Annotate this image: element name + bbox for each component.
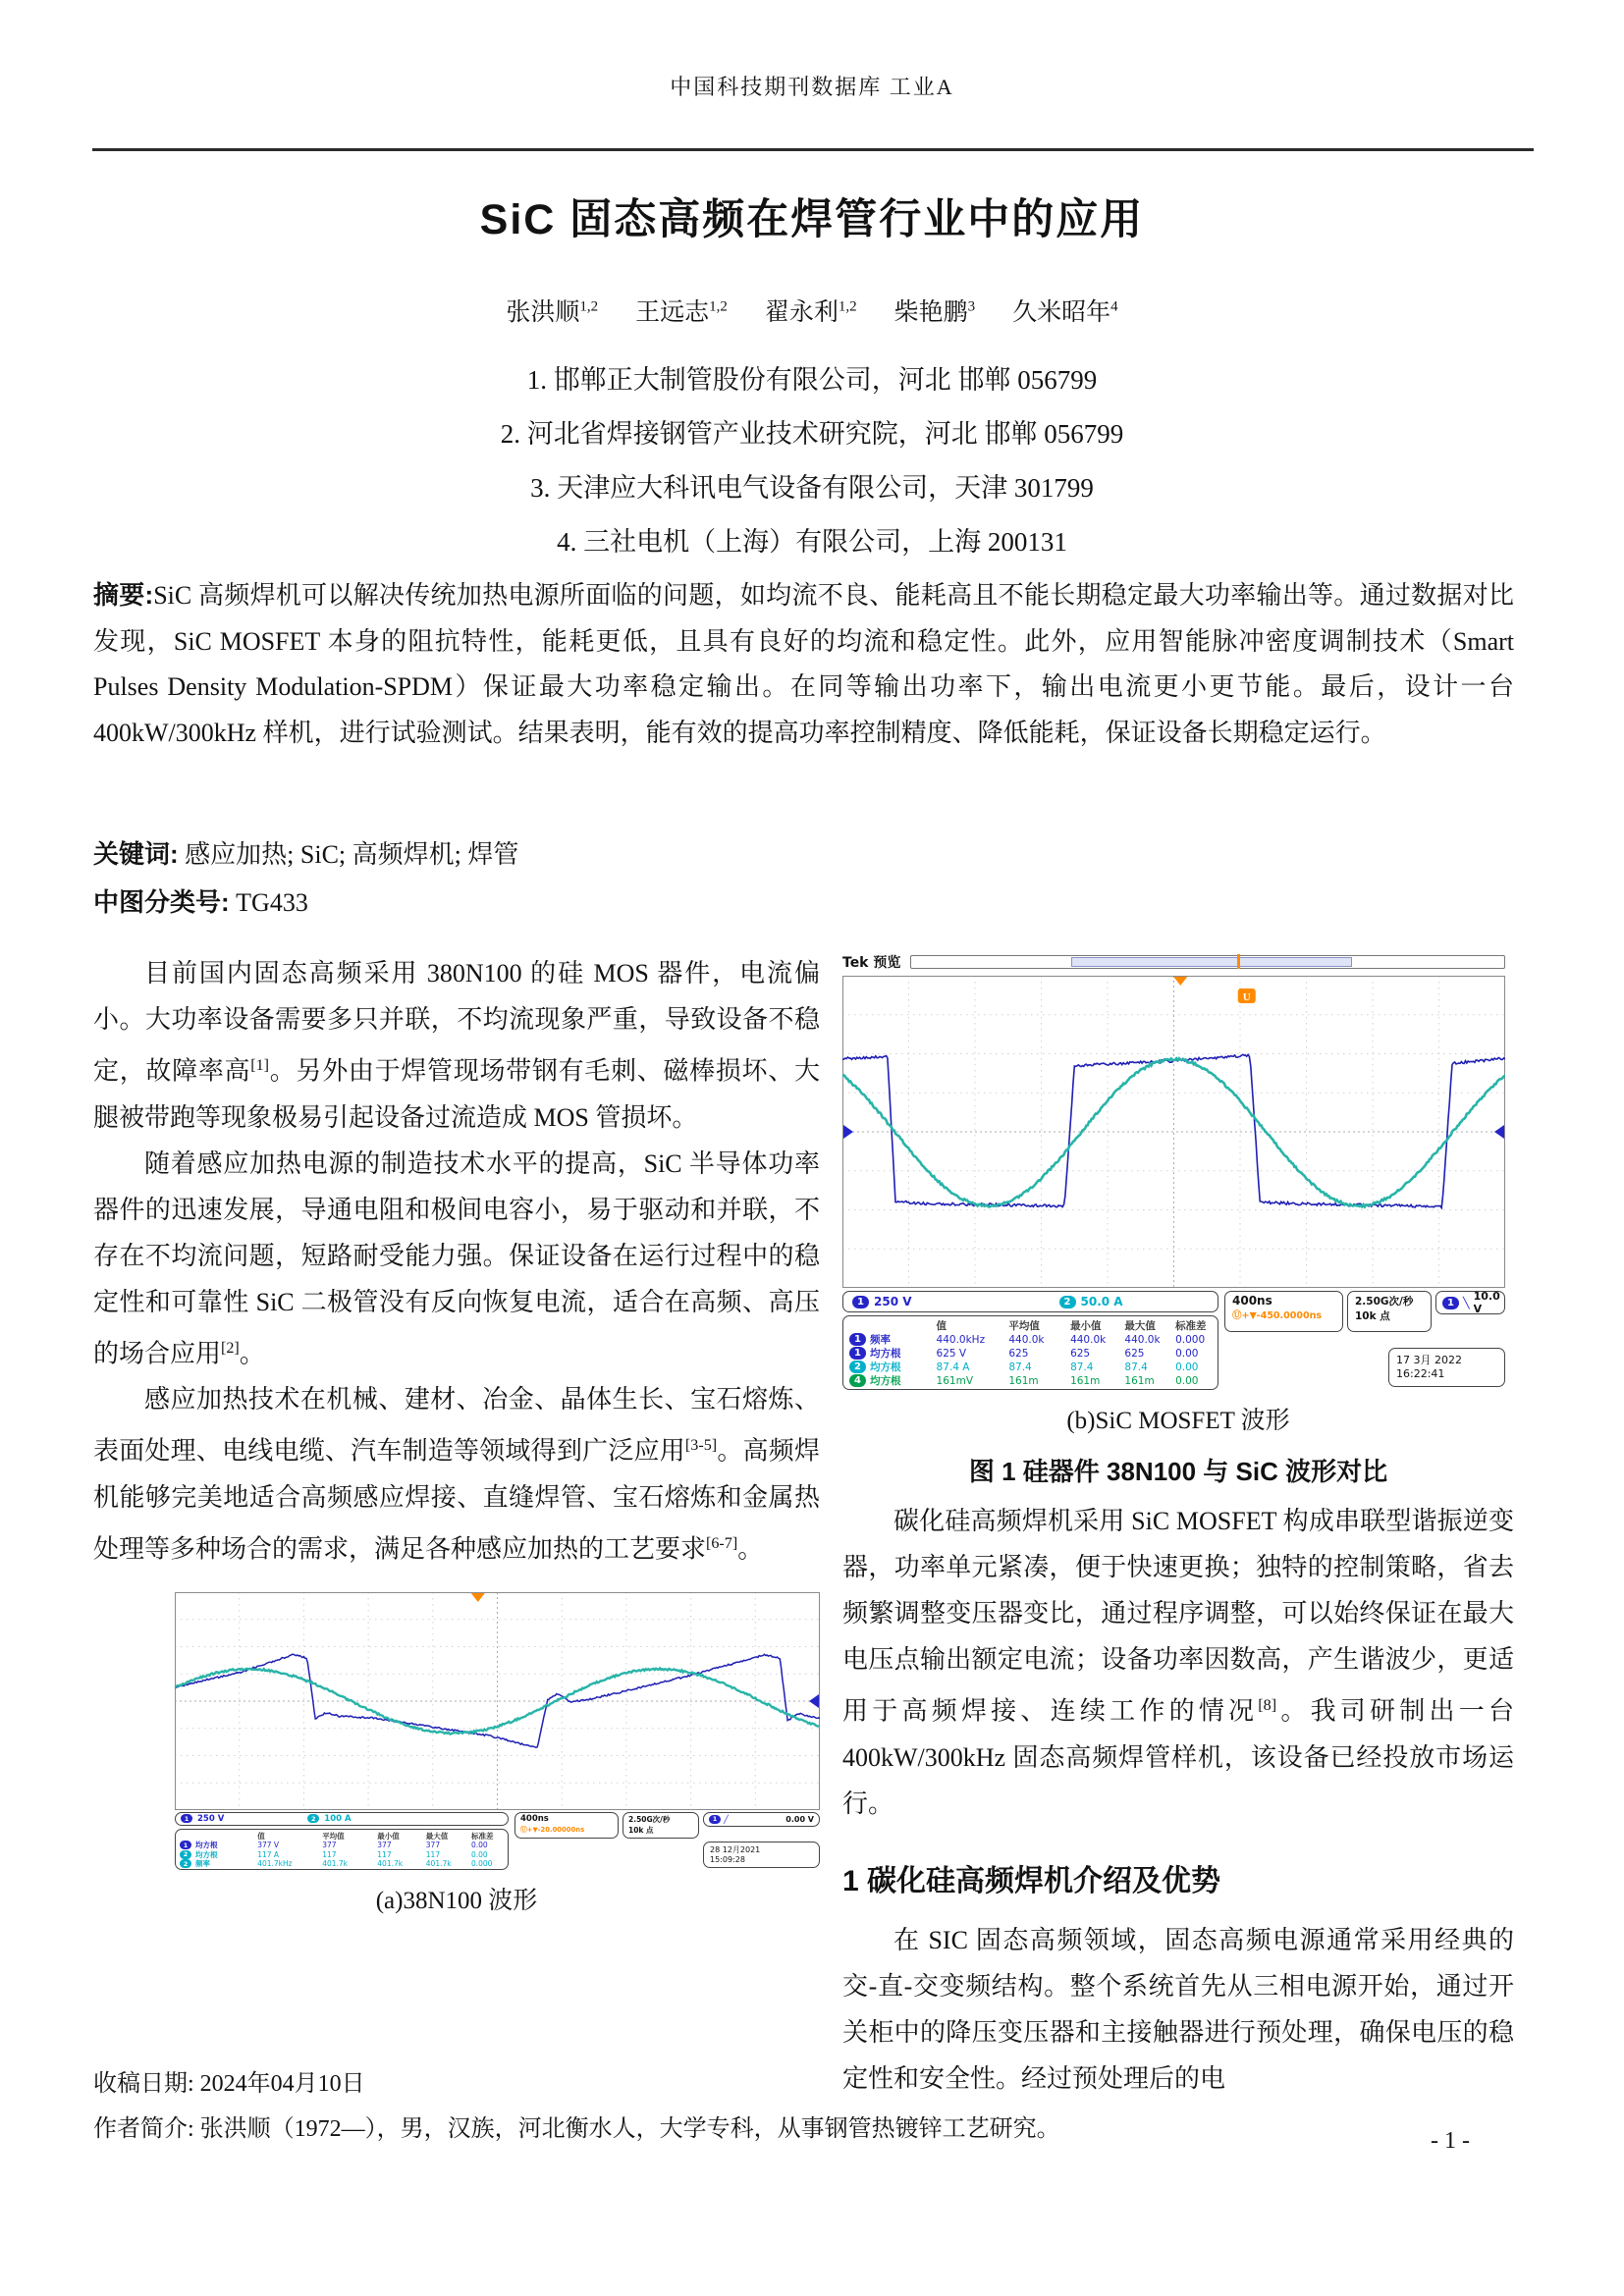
author bbox=[635, 293, 728, 328]
trigger-level-marker bbox=[809, 1694, 819, 1708]
sample-rate-readout bbox=[1347, 1291, 1432, 1332]
scope-readout bbox=[842, 1291, 1505, 1391]
author-name: 王远志 bbox=[635, 299, 710, 326]
channel-2-scale-value: 100 A bbox=[324, 1813, 352, 1824]
channel-2-scale bbox=[1059, 1295, 1123, 1308]
measurement-value: 377 V bbox=[257, 1841, 280, 1850]
acquisition-window-segment bbox=[1071, 957, 1352, 967]
page-title: SiC 固态高频在焊管行业中的应用 bbox=[479, 196, 1145, 243]
measurement-value: 401.7kHz bbox=[257, 1859, 293, 1869]
measurement-row bbox=[180, 1840, 504, 1849]
author-line bbox=[0, 293, 1624, 328]
channel-2-badge: 2 bbox=[180, 1859, 191, 1868]
channel-2-badge: 2 bbox=[180, 1850, 191, 1859]
author-affiliation-sup: 1,2 bbox=[579, 298, 599, 315]
measurement-value: 401.7k bbox=[322, 1859, 349, 1869]
trigger-channel-badge: 1 bbox=[1442, 1297, 1459, 1309]
channel-4-badge: 4 bbox=[849, 1374, 866, 1387]
scope-graticule bbox=[842, 976, 1505, 1288]
channel-1-scale-value: 250 V bbox=[197, 1813, 225, 1824]
measurement-value: 87.4 bbox=[1124, 1361, 1148, 1373]
measurement-value: 440.0k bbox=[1070, 1333, 1107, 1346]
author-name: 久米昭年 bbox=[1012, 299, 1111, 326]
abstract bbox=[93, 572, 1514, 756]
trigger-level-value: 10.0 V bbox=[1473, 1290, 1500, 1315]
channel-1-badge: 1 bbox=[849, 1347, 866, 1360]
measurement-column-header: 平均值 bbox=[322, 1831, 345, 1841]
affiliation: 1. 邯郸正大制管股份有限公司，河北 邯郸 056799 bbox=[526, 365, 1098, 395]
channel-1-badge: 1 bbox=[852, 1296, 869, 1308]
keywords-line bbox=[93, 834, 1514, 871]
timebase-readout bbox=[1224, 1291, 1343, 1332]
measurement-row bbox=[849, 1332, 1212, 1346]
right-column bbox=[842, 950, 1514, 2102]
left-column bbox=[93, 950, 820, 2102]
measurement-row bbox=[849, 1360, 1212, 1373]
measurement-value: 117 bbox=[425, 1849, 441, 1859]
trigger-channel-badge: 1 bbox=[709, 1815, 721, 1824]
keywords-text: 感应加热; SiC; 高频焊机; 焊管 bbox=[185, 840, 519, 869]
page-number: - 1 - bbox=[1431, 2128, 1470, 2154]
measurement-row bbox=[849, 1373, 1212, 1387]
author-name: 翟永利 bbox=[764, 299, 839, 326]
measurement-value: 117 bbox=[322, 1849, 337, 1859]
channel-2-scale-value: 50.0 A bbox=[1080, 1295, 1123, 1308]
measurement-value: 440.0k bbox=[1124, 1333, 1161, 1346]
time-value: 16:22:41 bbox=[1396, 1367, 1445, 1380]
acquisition-position-bar bbox=[910, 955, 1505, 969]
oscilloscope-figure-sic-mosfet bbox=[842, 950, 1505, 1391]
record-length-value: 10k 点 bbox=[628, 1825, 654, 1835]
measurement-value: 377 bbox=[322, 1841, 337, 1850]
trigger-edge-icon: ╲ bbox=[1463, 1296, 1470, 1309]
trigger-position-tick bbox=[1237, 954, 1240, 969]
abstract-text: SiC 高频焊机可以解决传统加热电源所面临的问题，如均流不良、能耗高且不能长期稳定最大功率输出等。通过数据对比发现，SiC MOSFET 本身的阻抗特性，能耗更低，且具有良好的均流和稳定性。此外，应用智能脉冲密度调制技术（Smart Pulses Density Modulation-SPDM）保证最大功率稳定输出。在同等输出功率下，输出电流更小更节能。最后，设计一台 400kW/300kHz 样机，进行试验测试。结果表明，能有效的提高功率控制精度、降低能耗，保证设备长期稳定运行。 bbox=[93, 581, 1514, 747]
channel-1-scale-value: 250 V bbox=[874, 1295, 912, 1308]
measurement-value: 377 bbox=[377, 1841, 392, 1850]
affiliation: 4. 三社电机（上海）有限公司，上海 200131 bbox=[557, 527, 1067, 557]
scope-topbar bbox=[842, 950, 1505, 974]
measurement-name: 频率 bbox=[870, 1334, 891, 1346]
author bbox=[506, 293, 598, 328]
channel-1-badge: 1 bbox=[849, 1333, 866, 1346]
reference-sup: [3-5] bbox=[684, 1437, 718, 1455]
oscilloscope-figure-38n100 bbox=[175, 1592, 820, 1871]
measurement-table bbox=[842, 1315, 1218, 1390]
measurement-column-header: 最小值 bbox=[1070, 1320, 1102, 1332]
reference-sup: [8] bbox=[1258, 1697, 1277, 1714]
date-value: 28 12月2021 bbox=[710, 1844, 761, 1854]
author bbox=[1012, 293, 1118, 328]
scope-graticule bbox=[175, 1592, 820, 1810]
measurement-column-header: 最大值 bbox=[1124, 1320, 1156, 1332]
trigger-readout bbox=[703, 1812, 820, 1827]
reference-sup: [1] bbox=[250, 1057, 270, 1074]
author-affiliation-sup: 4 bbox=[1110, 298, 1118, 315]
measurement-value: 625 bbox=[1008, 1347, 1029, 1360]
measurement-value: 0.00 bbox=[470, 1841, 488, 1850]
scope-readout bbox=[175, 1812, 820, 1871]
clc-line bbox=[93, 882, 1514, 919]
channel-1-badge: 1 bbox=[181, 1814, 192, 1823]
measurement-value: 401.7k bbox=[377, 1859, 404, 1869]
author bbox=[894, 293, 976, 328]
measurement-value: 0.00 bbox=[470, 1849, 488, 1859]
tek-preview-label: Tek 预览 bbox=[842, 955, 901, 971]
channel-1-scale bbox=[852, 1295, 912, 1308]
measurement-value: 377 bbox=[425, 1841, 441, 1850]
datetime-readout bbox=[1388, 1348, 1505, 1387]
measurement-column-header: 平均值 bbox=[1008, 1320, 1040, 1332]
measurement-value: 117 A bbox=[257, 1849, 280, 1859]
measurement-row-label bbox=[849, 1360, 937, 1374]
measurement-name: 均方根 bbox=[195, 1849, 218, 1859]
measurement-value: 401.7k bbox=[425, 1859, 452, 1869]
measurement-row-label bbox=[849, 1346, 937, 1361]
measurement-table bbox=[175, 1829, 509, 1870]
measurement-column-header: 最大值 bbox=[425, 1831, 449, 1841]
measurement-value: 440.0kHz bbox=[936, 1333, 986, 1346]
sample-rate-value: 2.50G次/秒 bbox=[628, 1814, 671, 1824]
measurement-name: 均方根 bbox=[870, 1362, 901, 1373]
body-paragraph: 目前国内固态高频采用 380N100 的硅 MOS 器件，电流偏小。大功率设备需要多只并联，不均流现象严重，导致设备不稳定，故障率高[1]。另外由于焊管现场带钢有毛刺、磁棒损坏、大腿被带跑等现象极易引起设备过流造成 MOS 管损坏。 bbox=[93, 959, 820, 1132]
measurement-value: 0.000 bbox=[470, 1859, 493, 1869]
author-affiliation-sup: 3 bbox=[967, 298, 976, 315]
measurement-value: 117 bbox=[377, 1849, 392, 1859]
trigger-position-marker bbox=[471, 1593, 485, 1602]
figure-caption-a: (a)38N100 波形 bbox=[375, 1887, 538, 1914]
clc-label: 中图分类号: bbox=[93, 887, 230, 917]
measurement-value: 161m bbox=[1008, 1374, 1039, 1387]
trigger-offset-value: Ⓤ+▼-20.00000ns bbox=[520, 1825, 585, 1834]
two-column-body bbox=[93, 950, 1514, 2102]
datetime-readout bbox=[703, 1842, 820, 1868]
journal-header: 中国科技期刊数据库 工业A bbox=[670, 75, 954, 99]
measurement-row bbox=[849, 1346, 1212, 1360]
measurement-column-header: 最小值 bbox=[377, 1831, 400, 1841]
measurement-name: 频率 bbox=[195, 1859, 210, 1869]
measurement-value: 161m bbox=[1124, 1374, 1155, 1387]
measurement-name: 均方根 bbox=[195, 1841, 218, 1850]
timebase-value: 400ns bbox=[520, 1813, 549, 1824]
measurement-row-label bbox=[849, 1332, 937, 1347]
date-value: 17 3月 2022 bbox=[1396, 1354, 1462, 1366]
author bbox=[765, 293, 857, 328]
author-affiliation-sup: 1,2 bbox=[709, 298, 728, 315]
abstract-label: 摘要: bbox=[93, 580, 154, 610]
measurement-value: 0.00 bbox=[1175, 1361, 1199, 1373]
section1-heading: 1 碳化硅高频焊机介绍及优势 bbox=[842, 1864, 1221, 1897]
body-paragraph: 感应加热技术在机械、建材、冶金、晶体生长、宝石熔炼、表面处理、电线电缆、汽车制造等领域得到广泛应用[3-5]。高频焊机能够完美地适合高频感应焊接、直缝焊管、宝石熔炼和金属热处理等多种场合的需求，满足各种感应加热的工艺要求[6-7]。 bbox=[93, 1385, 820, 1564]
trigger-level-value: 0.00 V bbox=[785, 1814, 814, 1824]
trigger-position-marker bbox=[1173, 977, 1187, 986]
trigger-offset-value: Ⓤ+▼-450.0000ns bbox=[1232, 1310, 1323, 1321]
author-name: 柴艳鹏 bbox=[893, 299, 968, 326]
measurement-row-label bbox=[849, 1373, 937, 1388]
channel-1-badge: 1 bbox=[180, 1841, 191, 1849]
channel-2-scale bbox=[307, 1814, 351, 1824]
channel1-position-marker bbox=[843, 1125, 853, 1139]
sample-rate-value: 2.50G次/秒 bbox=[1355, 1296, 1414, 1308]
measurement-value: 161mV bbox=[936, 1374, 973, 1387]
affiliation: 3. 天津应大科讯电气设备有限公司，天津 301799 bbox=[530, 473, 1094, 503]
measurement-column-header: 标准差 bbox=[470, 1831, 494, 1841]
record-length-value: 10k 点 bbox=[1355, 1310, 1390, 1322]
clc-number: TG433 bbox=[236, 888, 308, 917]
trigger-edge-icon: ╱ bbox=[724, 1814, 729, 1824]
channel-2-badge: 2 bbox=[849, 1361, 866, 1373]
header-rule bbox=[92, 148, 1534, 151]
measurement-header-row bbox=[849, 1318, 1212, 1332]
author-name: 张洪顺 bbox=[506, 299, 580, 326]
measurement-value: 440.0k bbox=[1008, 1333, 1045, 1346]
measurement-header-row bbox=[180, 1831, 504, 1841]
figure1-title: 图 1 硅器件 38N100 与 SiC 波形对比 bbox=[968, 1457, 1388, 1486]
measurement-value: 0.00 bbox=[1175, 1374, 1199, 1387]
measurement-name: 均方根 bbox=[870, 1375, 901, 1387]
measurement-name: 均方根 bbox=[870, 1348, 901, 1360]
measurement-row-label bbox=[180, 1858, 257, 1869]
affiliation-list bbox=[0, 353, 1624, 569]
measurement-column-header: 标准差 bbox=[1175, 1320, 1207, 1332]
measurement-value: 625 bbox=[1070, 1347, 1091, 1360]
trigger-source-letter: U bbox=[1242, 991, 1251, 1003]
reference-sup: [6-7] bbox=[706, 1534, 738, 1552]
measurement-value: 0.00 bbox=[1175, 1347, 1199, 1360]
body-paragraph: 随着感应加热电源的制造技术水平的提高，SiC 半导体功率器件的迅速发展，导通电阻和极间电容小，易于驱动和并联，不存在不均流问题，短路耐受能力强。保证设备在运行过程中的稳定性和可靠性 SiC 二极管没有反向恢复电流，适合在高频、高压的场合应用[2]。 bbox=[93, 1148, 820, 1368]
affiliation: 2. 河北省焊接钢管产业技术研究院，河北 邯郸 056799 bbox=[500, 419, 1124, 449]
timebase-readout bbox=[514, 1812, 619, 1839]
sample-rate-readout bbox=[623, 1812, 699, 1839]
measurement-value: 87.4 bbox=[1070, 1361, 1094, 1373]
received-date-line: 收稿日期: 2024年04月10日 bbox=[93, 2071, 365, 2097]
figure-caption-b: (b)SiC MOSFET 波形 bbox=[1066, 1408, 1290, 1434]
trigger-level-marker bbox=[1494, 1125, 1504, 1139]
body-paragraph: 碳化硅高频焊机采用 SiC MOSFET 构成串联型谐振逆变器，功率单元紧凑，便于快速更换；独特的控制策略，省去频繁调整变压器变比，通过程序调整，可以始终保证在最大电压点输出额定电流；设备功率因数高，产生谐波少，更适用于高频焊接、连续工作的情况[8]。我司研制出一台 400kW/300kHz 固态高频焊管样机，该设备已经投放市场运行。 bbox=[842, 1507, 1514, 1818]
channel-scale-readout bbox=[175, 1812, 509, 1826]
channel-1-scale bbox=[181, 1814, 224, 1824]
measurement-row bbox=[180, 1858, 504, 1868]
measurement-value: 87.4 bbox=[1008, 1361, 1032, 1373]
measurement-value: 161m bbox=[1070, 1374, 1101, 1387]
trigger-readout bbox=[1435, 1291, 1505, 1314]
channel-scale-readout bbox=[842, 1291, 1218, 1312]
body-paragraph: 在 SIC 固态高频领域，固态高频电源通常采用经典的交-直-交变频结构。整个系统首先从三相电源开始，通过开关柜中的降压变压器和主接触器进行预处理，确保电压的稳定性和安全性。经过预处理后的电 bbox=[842, 1925, 1514, 2093]
measurement-column-header: 值 bbox=[257, 1831, 265, 1841]
author-affiliation-sup: 1,2 bbox=[838, 298, 857, 315]
measurement-value: 625 bbox=[1124, 1347, 1145, 1360]
measurement-value: 625 V bbox=[936, 1347, 967, 1360]
measurement-row bbox=[180, 1849, 504, 1859]
channel-2-badge: 2 bbox=[1059, 1296, 1076, 1308]
reference-sup: [2] bbox=[221, 1339, 240, 1357]
measurement-column-header: 值 bbox=[936, 1320, 947, 1332]
measurement-value: 0.000 bbox=[1175, 1333, 1206, 1346]
time-value: 15:09:28 bbox=[710, 1854, 745, 1864]
author-bio-line: 作者简介: 张洪顺（1972—），男，汉族，河北衡水人，大学专科，从事钢管热镀锌工艺研究。 bbox=[93, 2116, 1060, 2142]
channel-2-badge: 2 bbox=[307, 1814, 319, 1823]
measurement-value: 87.4 A bbox=[936, 1361, 970, 1373]
footnote-block bbox=[93, 2061, 1173, 2152]
timebase-value: 400ns bbox=[1232, 1294, 1272, 1308]
keywords-label: 关键词: bbox=[93, 839, 179, 869]
